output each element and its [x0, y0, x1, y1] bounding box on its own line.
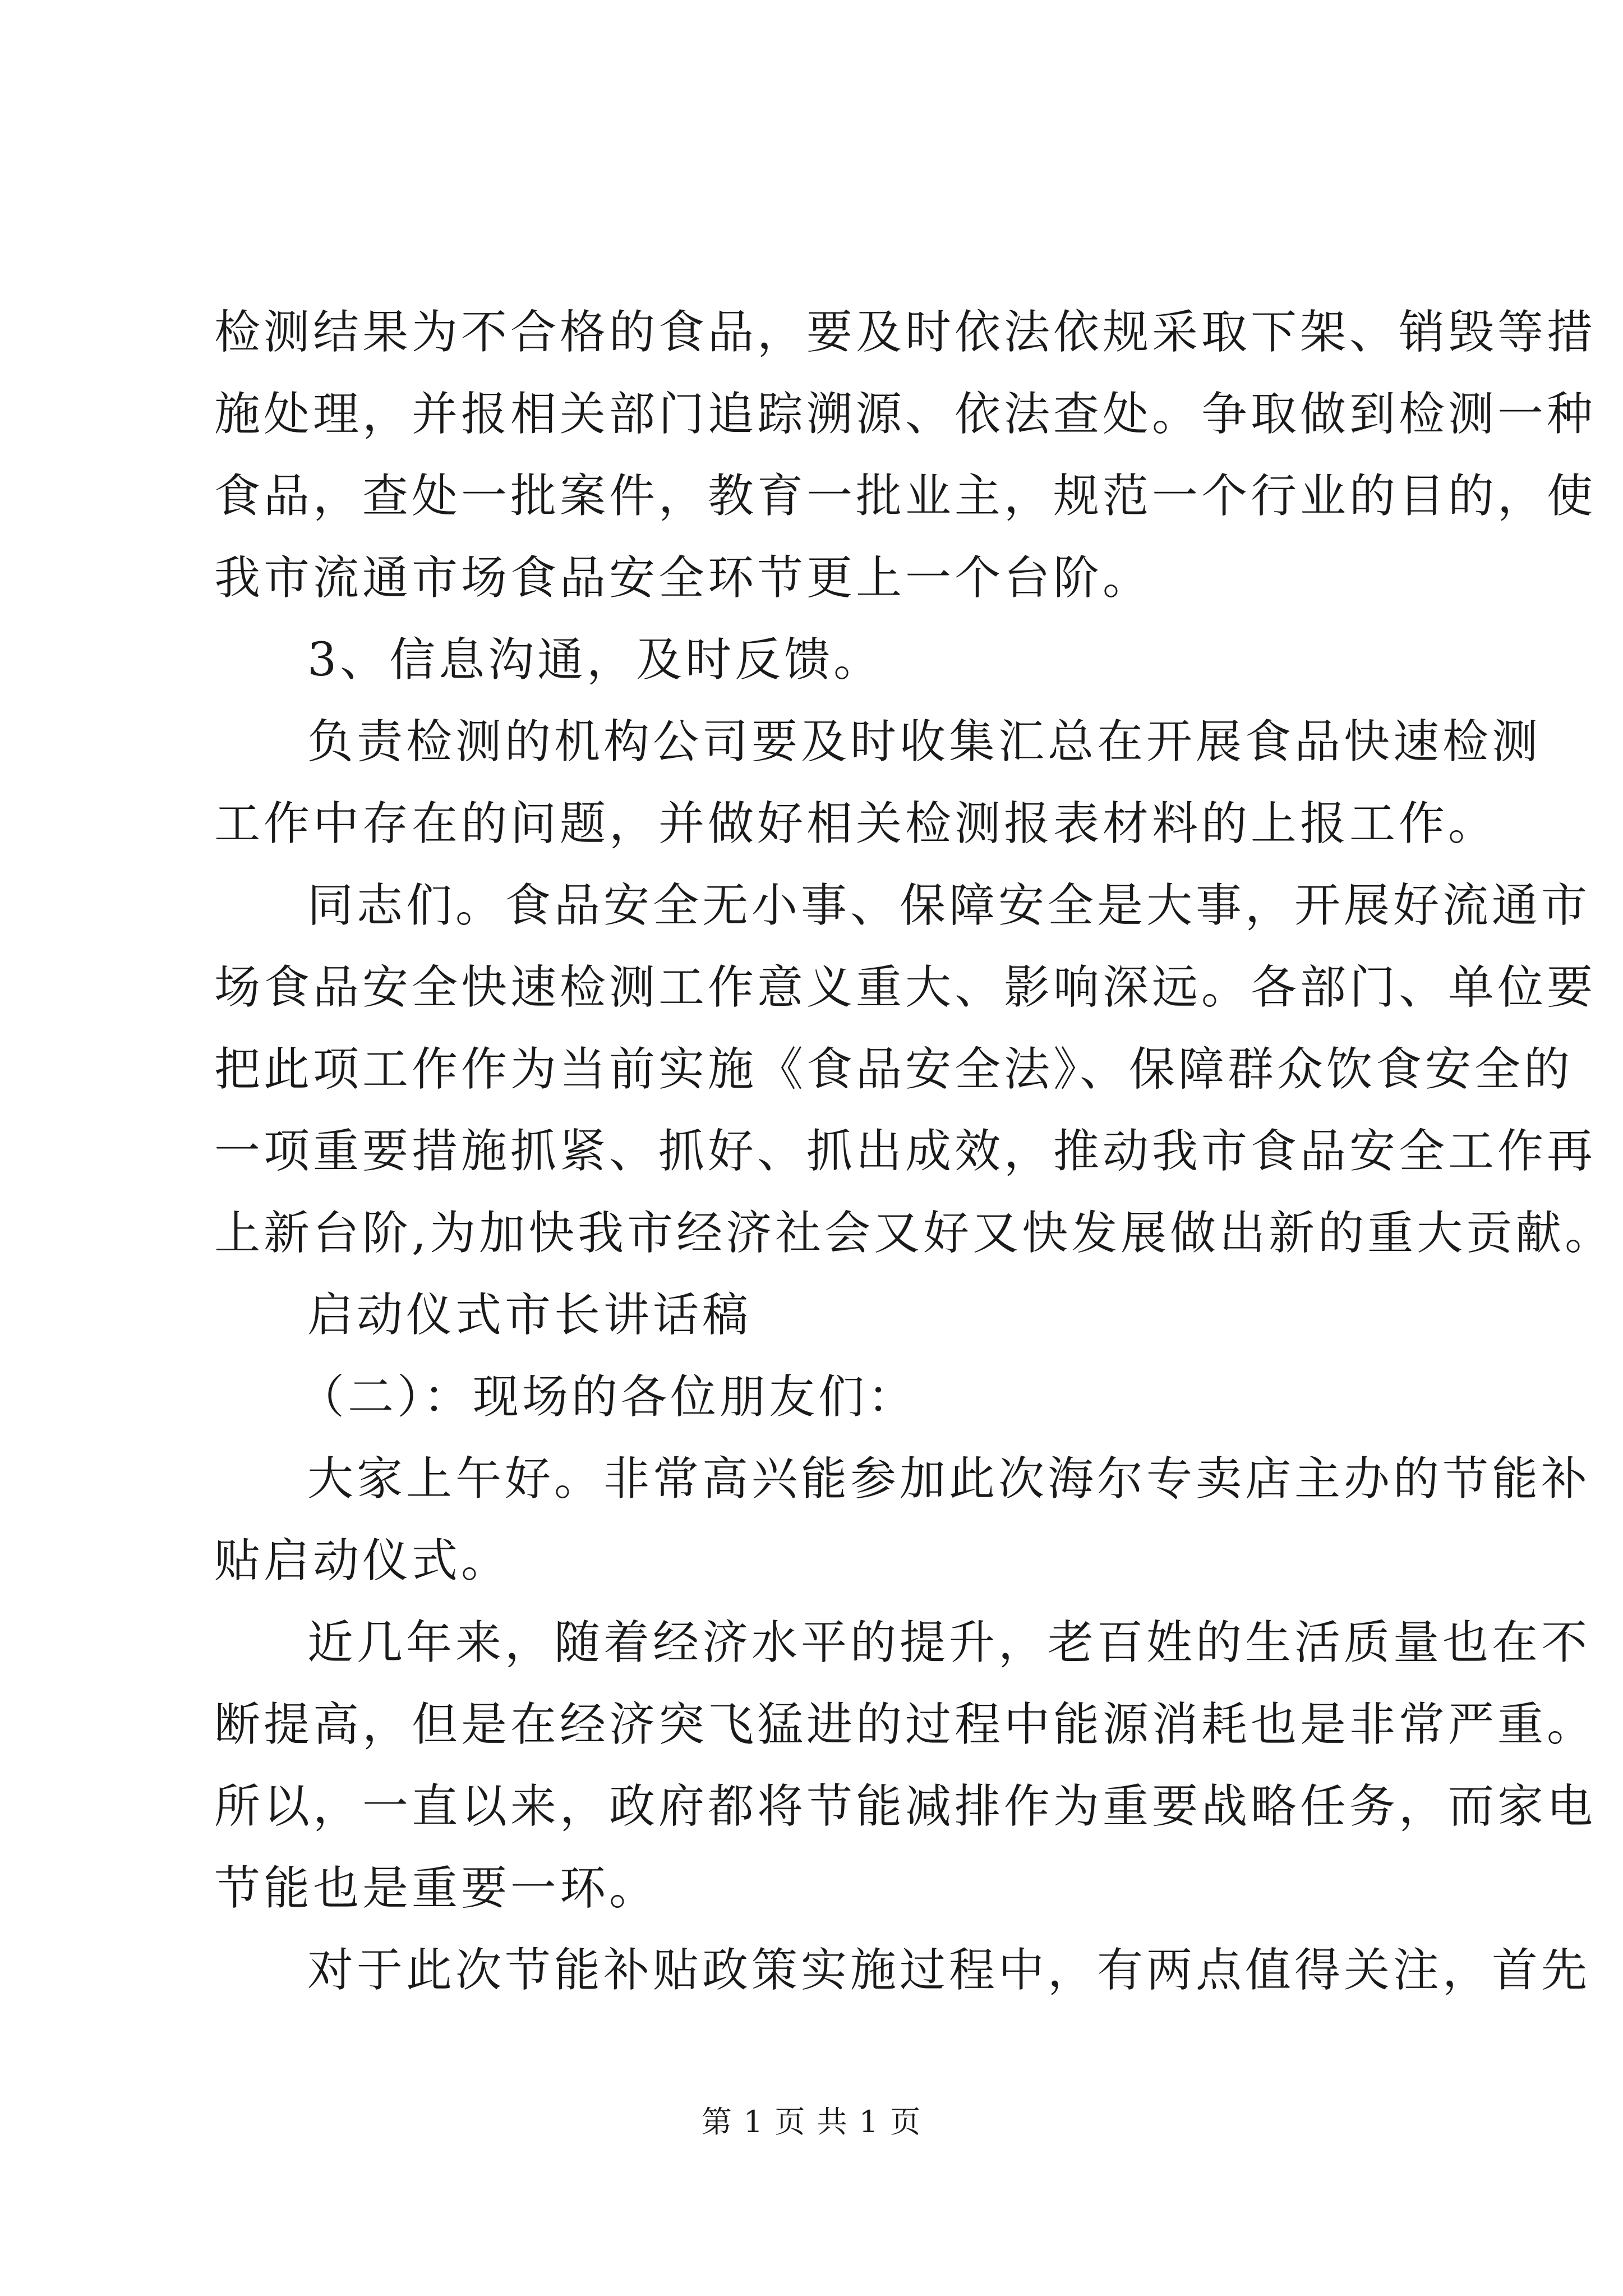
text-line: 工作中存在的问题，并做好相关检测报表材料的上报工作。: [214, 797, 1498, 850]
text-line: 我市流通市场食品安全环节更上一个台阶。: [214, 551, 1152, 605]
page-number: 第 1 页 共 1 页: [701, 2104, 922, 2139]
text-line: 检测结果为不合格的食品，要及时依法依规采取下架、销毁等措: [214, 306, 1597, 359]
text-line: 贴启动仪式。: [214, 1534, 511, 1588]
text-line: 大家上午好。非常高兴能参加此次海尔专卖店主办的节能补: [307, 1452, 1591, 1506]
text-line: 节能也是重要一环。: [214, 1862, 659, 1915]
document-body: [214, 292, 1615, 2012]
text-line: 近几年来，随着经济水平的提升，老百姓的生活质量也在不: [307, 1616, 1591, 1669]
text-line: 断提高，但是在经济突飞猛进的过程中能源消耗也是非常严重。: [214, 1698, 1597, 1751]
text-line: 同志们。食品安全无小事、保障安全是大事，开展好流通市: [307, 879, 1591, 932]
text-line: 食品，查处一批案件，教育一批业主，规范一个行业的目的，使: [214, 470, 1597, 523]
text-line: 负责检测的机构公司要及时收集汇总在开展食品快速检测: [307, 715, 1542, 769]
text-line: 所以，一直以来，政府都将节能减排作为重要战略任务，而家电: [214, 1780, 1597, 1833]
text-line: 把此项工作作为当前实施《食品安全法》、保障群众饮食安全的: [214, 1043, 1574, 1096]
text-line: 场食品安全快速检测工作意义重大、影响深远。各部门、单位要: [214, 961, 1597, 1014]
section-heading: 3、信息沟通，及时反馈。: [307, 633, 883, 687]
page-footer: [0, 2098, 1623, 2141]
subtitle-line: 启动仪式市长讲话稿: [307, 1289, 752, 1342]
text-line: 对于此次节能补贴政策实施过程中，有两点值得关注，首先: [307, 1944, 1591, 1997]
greeting-line: （二）：现场的各位朋友们：: [298, 1370, 917, 1424]
text-line: 施处理，并报相关部门追踪溯源、依法查处。争取做到检测一种: [214, 388, 1597, 441]
text-line: 上新台阶,为加快我市经济社会又好又快发展做出新的重大贡献。: [214, 1207, 1615, 1260]
text-line: 一项重要措施抓紧、抓好、抓出成效，推动我市食品安全工作再: [214, 1125, 1597, 1178]
